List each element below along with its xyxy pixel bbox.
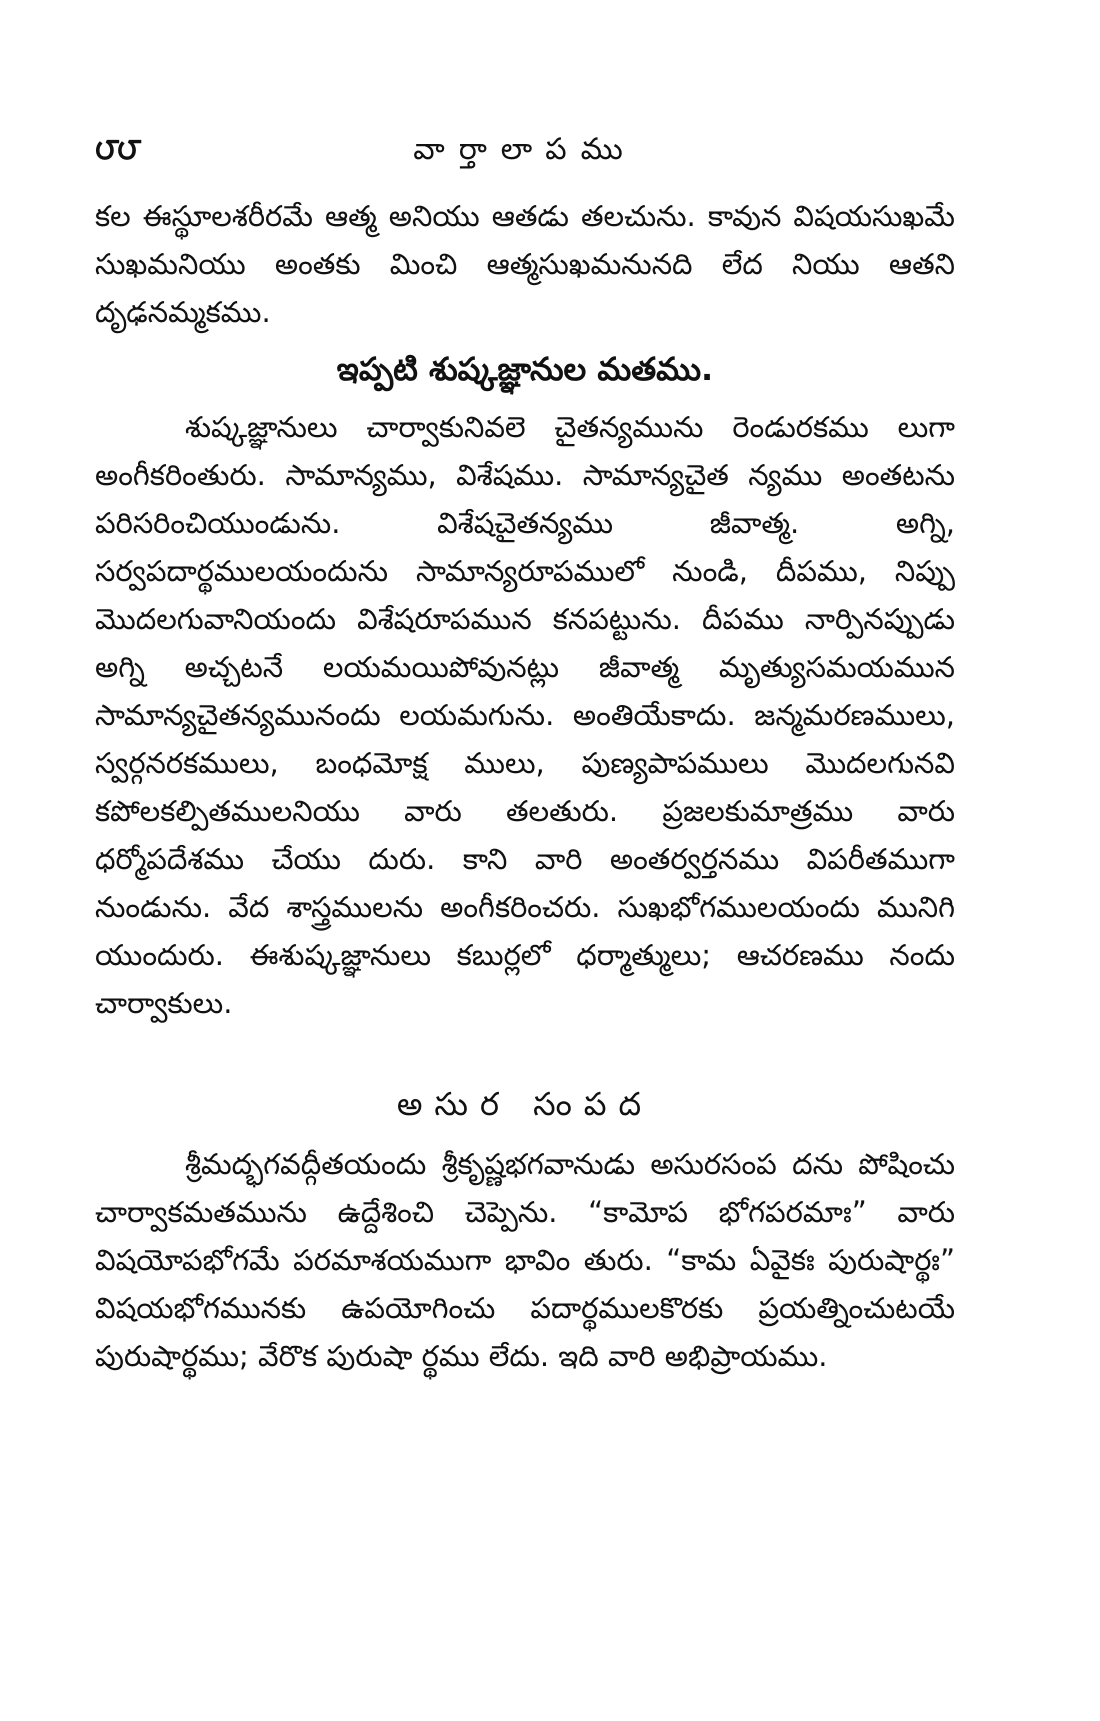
section-heading-asura-sampada: అసుర సంపద	[396, 1085, 654, 1123]
paragraph-continuation: కల ఈస్థూలశరీరమే ఆత్మ అనియు ఆతడు తలచును. కావున విషయసుఖమే సుఖమనియు అంతకు మించి ఆత్మసుఖమనునది లేద నియు ఆతని దృఢనమ్మకము.	[95, 199, 955, 329]
paragraph-continuation-block	[95, 192, 955, 336]
paragraph-asura-sampada-block	[95, 1140, 955, 1380]
paragraph-asura-sampada: శ్రీమద్భగవద్గీతయందు శ్రీకృష్ణభగవానుడు అసురసంప దను పోషించు చార్వాకమతమును ఉద్దేశించి చెప్పెను. “కామోప భోగపరమాః” వారు విషయోపభోగమే పరమాశయముగా భావిం తురు. “కామ ఏవైకః పురుషార్థః” విషయభోగమునకు ఉపయోగించు పదార్థములకొరకు ప్రయత్నించుటయే పురుషార్థము; వేరొక పురుషా ర్థము లేదు. ఇది వారి అభిప్రాయము.	[95, 1147, 955, 1373]
page-header	[95, 132, 955, 172]
paragraph-shushka-jnanulu: శుష్కజ్ఞానులు చార్వాకునివలె చైతన్యమును రెండురకము లుగా అంగీకరింతురు. సామాన్యము, విశేషము. సామాన్యచైత న్యము అంతటను పరిసరించియుండును. విశేషచైతన్యము జీవాత్మ. అగ్ని, సర్వపదార్థములయందును సామాన్యరూపములో నుండి, దీపము, నిప్పు మొదలగువానియందు విశేషరూపమున కనపట్టును. దీపము నార్పినప్పుడు అగ్ని అచ్చటనే లయమయిపోవునట్లు జీవాత్మ మృత్యుసమయమున సామాన్యచైతన్యమునందు లయమగును. అంతియేకాదు. జన్మమరణములు, స్వర్గనరకములు, బంధమోక్ష ములు, పుణ్యపాపములు మొదలగునవి కపోలకల్పితములనియు వారు తలతురు. ప్రజలకుమాత్రము వారు ధర్మోపదేశము చేయు దురు. కాని వారి అంతర్వర్తనము విపరీతముగా నుండును. వేద శాస్త్రములను అంగీకరించరు. సుఖభోగములయందు మునిగి యుందురు. ఈశుష్కజ్ఞానులు కబుర్లలో ధర్మాత్ములు; ఆచరణము నందు చార్వాకులు.	[95, 410, 955, 1020]
section-heading-2-block	[95, 1085, 955, 1131]
section-heading-1-block	[95, 350, 955, 396]
paragraph-shushka-jnanulu-block	[95, 403, 955, 1027]
running-title: వార్తాలాపము	[413, 132, 637, 167]
section-heading-shushka-jnanula-matamu: ఇప్పటి శుష్కజ్ఞానుల మతము.	[336, 350, 714, 388]
page-number: ౮౮	[95, 132, 140, 167]
